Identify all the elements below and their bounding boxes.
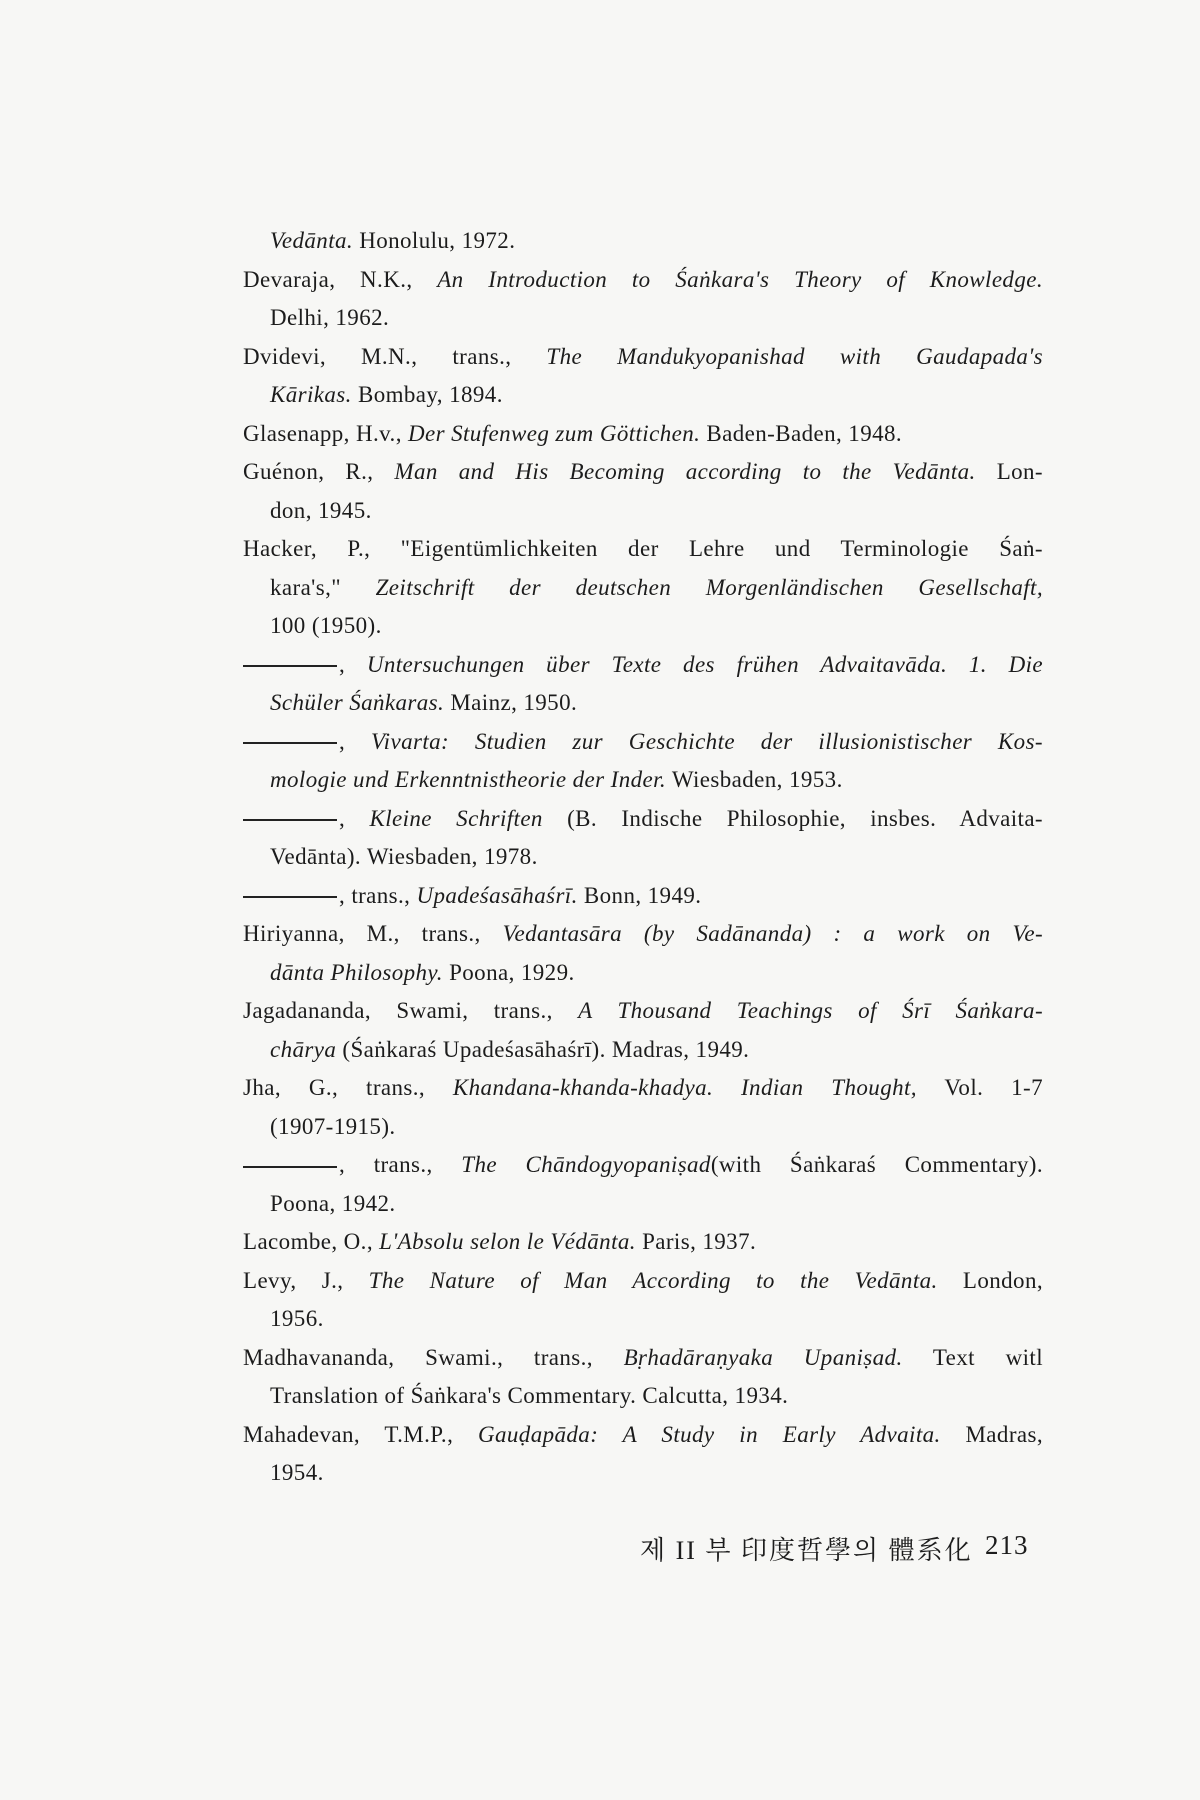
bib-entry-levy (243, 1262, 1043, 1301)
bib-author: Guénon, R., (243, 459, 395, 484)
bib-entry-line (243, 1185, 1043, 1224)
bib-title: Kārikas. (270, 382, 352, 407)
bib-title: An Introduction to Śaṅkara's Theory of Knowledge. (437, 266, 1043, 292)
bib-entry-guenon (243, 453, 1043, 492)
bib-author: Devaraja, N.K., (243, 266, 438, 292)
bib-entry-line (243, 376, 1043, 415)
bib-publication: Paris, 1937. (635, 1229, 757, 1254)
bib-publication: Baden-Baden, 1948. (700, 420, 903, 446)
ditto-dash (243, 665, 337, 667)
bib-entry-line (243, 684, 1043, 723)
bib-entry-line (243, 299, 1043, 338)
bib-note: (with Śaṅkaraś Commentary). (710, 1152, 1043, 1177)
bib-title: L'Absolu selon le Védānta. (379, 1229, 636, 1254)
bib-entry-mahadevan (243, 1416, 1043, 1455)
bib-entry-line (243, 607, 1043, 646)
bib-entry-hacker-vivarta: , Vivarta: Studien zur Geschichte der illusionistischer Kos- (243, 723, 1043, 762)
bib-entry-line (243, 569, 1043, 608)
bib-title: kara's," (270, 574, 376, 600)
bib-publication: Poona, 1929. (442, 959, 575, 985)
bib-entry-hacker (243, 530, 1043, 569)
bib-role: trans., (373, 1152, 462, 1177)
bib-publication: Honolulu, 1972. (353, 228, 516, 253)
bib-entry-hacker-kleine: , Kleine Schriften (B. Indische Philosophie, insbes. Advaita- (243, 800, 1043, 839)
bib-publication: Vedānta). Wiesbaden, 1978. (270, 844, 538, 869)
bib-title: Der Stufenweg zum Göttichen. (408, 420, 701, 446)
ditto-dash (243, 742, 337, 744)
bib-title: The Mandukyopanishad with Gaudapada's (546, 343, 1043, 369)
ditto-dash (243, 896, 337, 898)
bib-entry-line (243, 838, 1043, 877)
bib-publication: 100 (1950). (270, 613, 382, 638)
bib-entry-hiriyanna (243, 915, 1043, 954)
bib-title: Man and His Becoming according to the Vedānta. (394, 459, 976, 484)
bib-entry-line (243, 761, 1043, 800)
bib-entry-devaraja (243, 261, 1043, 300)
bib-separator: , (339, 651, 367, 677)
bib-title: Khandana-khanda-khadya. Indian Thought, (452, 1075, 917, 1100)
bib-author: Glasenapp, H.v., (243, 420, 408, 446)
bib-entry-hacker-upadesa: , trans., Upadeśasāhaśrī. Bonn, 1949. (243, 877, 1043, 916)
bib-title: Kleine Schriften (369, 805, 543, 831)
bib-publication: Poona, 1942. (270, 1190, 396, 1216)
bib-entry-line (243, 954, 1043, 993)
bib-title: chārya (270, 1036, 337, 1062)
bib-publication: don, 1945. (270, 497, 372, 523)
bib-publication: Bonn, 1949. (577, 882, 702, 908)
bib-role: trans., (351, 882, 417, 908)
bib-title: Upadeśasāhaśrī. (416, 882, 578, 908)
ditto-dash (243, 1166, 337, 1168)
bib-entry-line (243, 1300, 1043, 1339)
bib-entry-lacombe (243, 1223, 1043, 1262)
page-number: 213 (985, 1530, 1029, 1560)
bib-entry-line (243, 1108, 1043, 1147)
bib-entry-line (243, 492, 1043, 531)
bib-entry-jha (243, 1069, 1043, 1108)
bibliography-column (243, 222, 1043, 1493)
bib-author: Jha, G., trans., (243, 1075, 453, 1100)
bib-entry-jha-chandogya: , trans., The Chāndogyopaniṣad(with Śaṅkaraś Commentary). (243, 1146, 1043, 1185)
bib-publication: Madras, (940, 1421, 1043, 1447)
bib-author-title: Hacker, P., "Eigentümlichkeiten der Lehre und Terminologie Śaṅ- (243, 536, 1043, 561)
bib-title: Gauḍapāda: A Study in Early Advaita. (478, 1421, 941, 1447)
bib-publication: Lon- (975, 459, 1043, 484)
bib-entry-continuation (243, 222, 1043, 261)
bib-publication: Vol. 1-7 (916, 1075, 1043, 1100)
bib-title: dānta Philosophy. (270, 959, 443, 985)
ditto-dash (243, 819, 337, 821)
bib-author: Madhavananda, Swami., trans., (243, 1344, 624, 1370)
bib-title: Vedānta. (270, 228, 354, 253)
bib-publication: Mainz, 1950. (444, 690, 578, 715)
bib-publication: Delhi, 1962. (270, 305, 390, 330)
bib-author: Levy, J., (243, 1267, 369, 1293)
bib-title: The Chāndogyopaniṣad (461, 1152, 711, 1177)
bib-title: mologie und Erkenntnistheorie der Inder. (270, 767, 667, 792)
bib-entry-glasenapp (243, 415, 1043, 454)
bib-title: The Nature of Man According to the Vedānta. (368, 1267, 938, 1293)
bib-publication: Bombay, 1894. (351, 382, 503, 407)
bib-entry-line (243, 1031, 1043, 1070)
bib-title: A Thousand Teachings of Śrī Śaṅkara- (578, 998, 1044, 1023)
bib-title: Vivarta: Studien zur Geschichte der illusionistischer Kos- (370, 728, 1043, 754)
bib-publication: London, (937, 1267, 1043, 1293)
bib-title: Schüler Śaṅkaras. (270, 690, 445, 715)
bib-publication: Wiesbaden, 1953. (666, 767, 843, 792)
bib-entry-line (243, 1377, 1043, 1416)
bib-entry-dvidevi (243, 338, 1043, 377)
bib-title: Vedantasāra (by Sadānanda) : a work on Ve- (502, 921, 1044, 946)
bib-author: Jagadananda, Swami, trans., (243, 998, 579, 1023)
bib-entry-madhavananda (243, 1339, 1043, 1378)
bib-title: Bṛhadāraṇyaka Upaniṣad. (623, 1344, 903, 1370)
bib-publication: (B. Indische Philosophie, insbes. Advaita- (542, 805, 1043, 831)
bib-author: Hiriyanna, M., trans., (243, 921, 503, 946)
bib-publication: 1954. (270, 1460, 324, 1485)
bib-title: Untersuchungen über Texte des frühen Advaitavāda. 1. Die (366, 651, 1043, 677)
bib-entry-jagadananda (243, 992, 1043, 1031)
bib-publication: (1907-1915). (270, 1113, 396, 1139)
bib-author: Mahadevan, T.M.P., (243, 1421, 478, 1447)
bib-publication: Text witl (902, 1344, 1043, 1370)
bib-publication: (Śaṅkaraś Upadeśasāhaśrī). Madras, 1949. (336, 1036, 750, 1062)
bib-entry-hacker-untersuchungen (243, 646, 1043, 685)
bib-entry-line (243, 1454, 1043, 1493)
bib-author: Lacombe, O., (243, 1229, 380, 1254)
bib-publication: Translation of Śaṅkara's Commentary. Calcutta, 1934. (270, 1383, 789, 1408)
bib-journal: Zeitschrift der deutschen Morgenländischen Gesellschaft, (375, 574, 1043, 600)
running-head: 제 II 부 印度哲學의 體系化 (640, 1536, 973, 1565)
bib-author: Dvidevi, M.N., trans., (243, 343, 547, 369)
bib-publication: 1956. (270, 1306, 324, 1331)
